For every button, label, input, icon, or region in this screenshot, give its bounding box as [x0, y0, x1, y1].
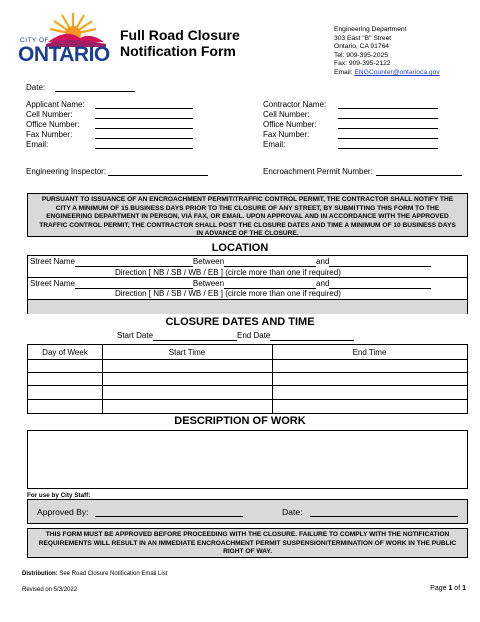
description-heading: DESCRIPTION OF WORK: [174, 415, 306, 427]
notice-bottom: THIS FORM MUST BE APPROVED BEFORE PROCEEDING WITH THE CLOSURE. FAILURE TO COMPLY WITH THE NOTIFICATION REQUIREMENTS WILL RESULT IN AN IMMEDIATE ENCROACHMENT PERMIT SUSPENSION/TERMINATION OF WORK IN THE PUBLIC RIGHT OF WAY.: [27, 528, 468, 558]
applicant-cell-label: Cell Number:: [26, 110, 73, 119]
approved-by-label: Approved By:: [37, 507, 89, 517]
inspector-label: Engineering Inspector:: [26, 167, 107, 176]
between-label: Between: [192, 257, 225, 266]
contractor-email-line[interactable]: [338, 148, 438, 149]
distribution-row: [22, 569, 167, 579]
date-line[interactable]: [55, 91, 135, 92]
staff-date-line[interactable]: [310, 516, 458, 517]
email-label: Email:: [334, 69, 355, 76]
dept-fax: Fax: 909-395-2122: [334, 60, 391, 68]
contractor-cell-line[interactable]: [338, 118, 438, 119]
description-box[interactable]: [27, 430, 468, 489]
location-gray-bar: [28, 299, 467, 314]
approved-by-line[interactable]: [95, 516, 243, 517]
city-logo: [18, 10, 108, 64]
page-number: [410, 584, 466, 594]
date-label: Date:: [26, 83, 46, 92]
closure-dates-row: [117, 331, 354, 341]
dept-address: 303 East "B" Street: [334, 34, 392, 42]
contractor-fax-line[interactable]: [338, 138, 438, 139]
contractor-office-label: Office Number:: [263, 120, 317, 129]
col-header-day: Day of Week: [42, 348, 88, 357]
row-divider-2: [28, 372, 467, 373]
dept-tel: Tel: 909-395-2025: [334, 51, 388, 59]
dept-name: Engineering Department: [334, 26, 407, 33]
location-heading: LOCATION: [211, 242, 269, 254]
street-label: Street Name: [30, 279, 75, 288]
permit-line[interactable]: [376, 175, 462, 176]
contractor-office-line[interactable]: [338, 128, 438, 129]
and-label: and: [316, 279, 330, 288]
applicant-office-label: Office Number:: [26, 120, 80, 129]
direction-row-1: Direction [ NB / SB / WB / EB ] (circle more than one if required): [115, 268, 341, 277]
between-label: Between: [192, 279, 225, 288]
page-prefix: Page: [430, 585, 449, 592]
and-label: and: [316, 257, 330, 266]
applicant-fax-label: Fax Number:: [26, 130, 73, 139]
start-date-line[interactable]: [153, 333, 237, 341]
inspector-line[interactable]: [108, 175, 208, 176]
direction-row-2: Direction [ NB / SB / WB / EB ] (circle more than one if required): [115, 289, 341, 298]
page-current: 1: [448, 585, 453, 592]
col-header-end: End Time: [352, 348, 387, 357]
street-row-1: [30, 257, 431, 267]
applicant-name-label: Applicant Name:: [26, 100, 85, 109]
start-date-label: Start Date: [117, 331, 154, 340]
staff-label: For use by City Staff:: [27, 492, 91, 499]
logo-big-text: ONTARIO: [18, 43, 110, 66]
applicant-office-line[interactable]: [95, 128, 193, 129]
street-label: Street Name: [30, 257, 75, 266]
col-header-start: Start Time: [168, 348, 206, 357]
row-divider-4: [28, 399, 467, 400]
applicant-email-line[interactable]: [95, 148, 193, 149]
street-row-2: [30, 279, 431, 289]
contractor-name-label: Contractor Name:: [263, 100, 327, 109]
end-date-label: End Date: [237, 331, 271, 340]
form-title-line2: Notification Form: [120, 43, 236, 59]
staff-date-label: Date:: [282, 507, 303, 517]
and-line-2[interactable]: [329, 281, 431, 289]
distribution-text: See Road Closure Notification Email List: [57, 571, 168, 577]
contractor-cell-label: Cell Number:: [263, 110, 310, 119]
between-line-2[interactable]: [224, 281, 316, 289]
row-divider-1: [28, 359, 467, 360]
contractor-fax-label: Fax Number:: [263, 130, 310, 139]
dept-email-row: [334, 69, 440, 78]
page-total: 1: [462, 585, 466, 592]
staff-bar: [27, 499, 468, 524]
contractor-email-label: Email:: [263, 140, 286, 149]
form-title-line1: Full Road Closure: [120, 27, 240, 43]
distribution-label: Distribution:: [22, 571, 58, 577]
applicant-email-label: Email:: [26, 140, 49, 149]
logo-small-text: CITY OF: [20, 37, 50, 44]
end-date-line[interactable]: [270, 333, 354, 341]
closure-table: [27, 344, 468, 414]
street-line-1[interactable]: [75, 259, 193, 267]
notice-top: PURSUANT TO ISSUANCE OF AN ENCROACHMENT PERMIT/TRAFFIC CONTROL PERMIT, THE CONTRACTOR SHALL NOTIFY THE CITY A MINIMUM OF 15 BUSINESS DAYS PRIOR TO THE CLOSURE OF ANY STREET, BY SUBMITTING THIS FORM TO THE ENGINEERING DEPARTMENT IN PERSON, VIA FAX, OR EMAIL. UPON APPROVAL AND IN ACCORDANCE WITH THE APPROVED TRAFFIC CONTROL PERMIT, THE CONTRACTOR SHALL POST THE CLOSURE DATES AND TIME A MINIMUM OF 10 BUSINESS DAYS IN ADVANCE OF THE CLOSURE.: [27, 193, 468, 237]
contractor-name-line[interactable]: [338, 108, 438, 109]
applicant-fax-line[interactable]: [95, 138, 193, 139]
closure-heading: CLOSURE DATES AND TIME: [165, 316, 315, 328]
permit-label: Encroachment Permit Number:: [263, 167, 373, 176]
street-line-2[interactable]: [75, 281, 193, 289]
applicant-name-line[interactable]: [95, 108, 193, 109]
dept-city: Ontario, CA 91764: [334, 43, 390, 51]
and-line-1[interactable]: [329, 259, 431, 267]
email-link[interactable]: ENGCounter@ontarioca.gov: [354, 69, 440, 76]
revised-date: Revised on 5/3/2022: [22, 587, 78, 593]
between-line-1[interactable]: [224, 259, 316, 267]
page-of: of: [452, 585, 463, 592]
row-divider-3: [28, 385, 467, 386]
applicant-cell-line[interactable]: [95, 118, 193, 119]
